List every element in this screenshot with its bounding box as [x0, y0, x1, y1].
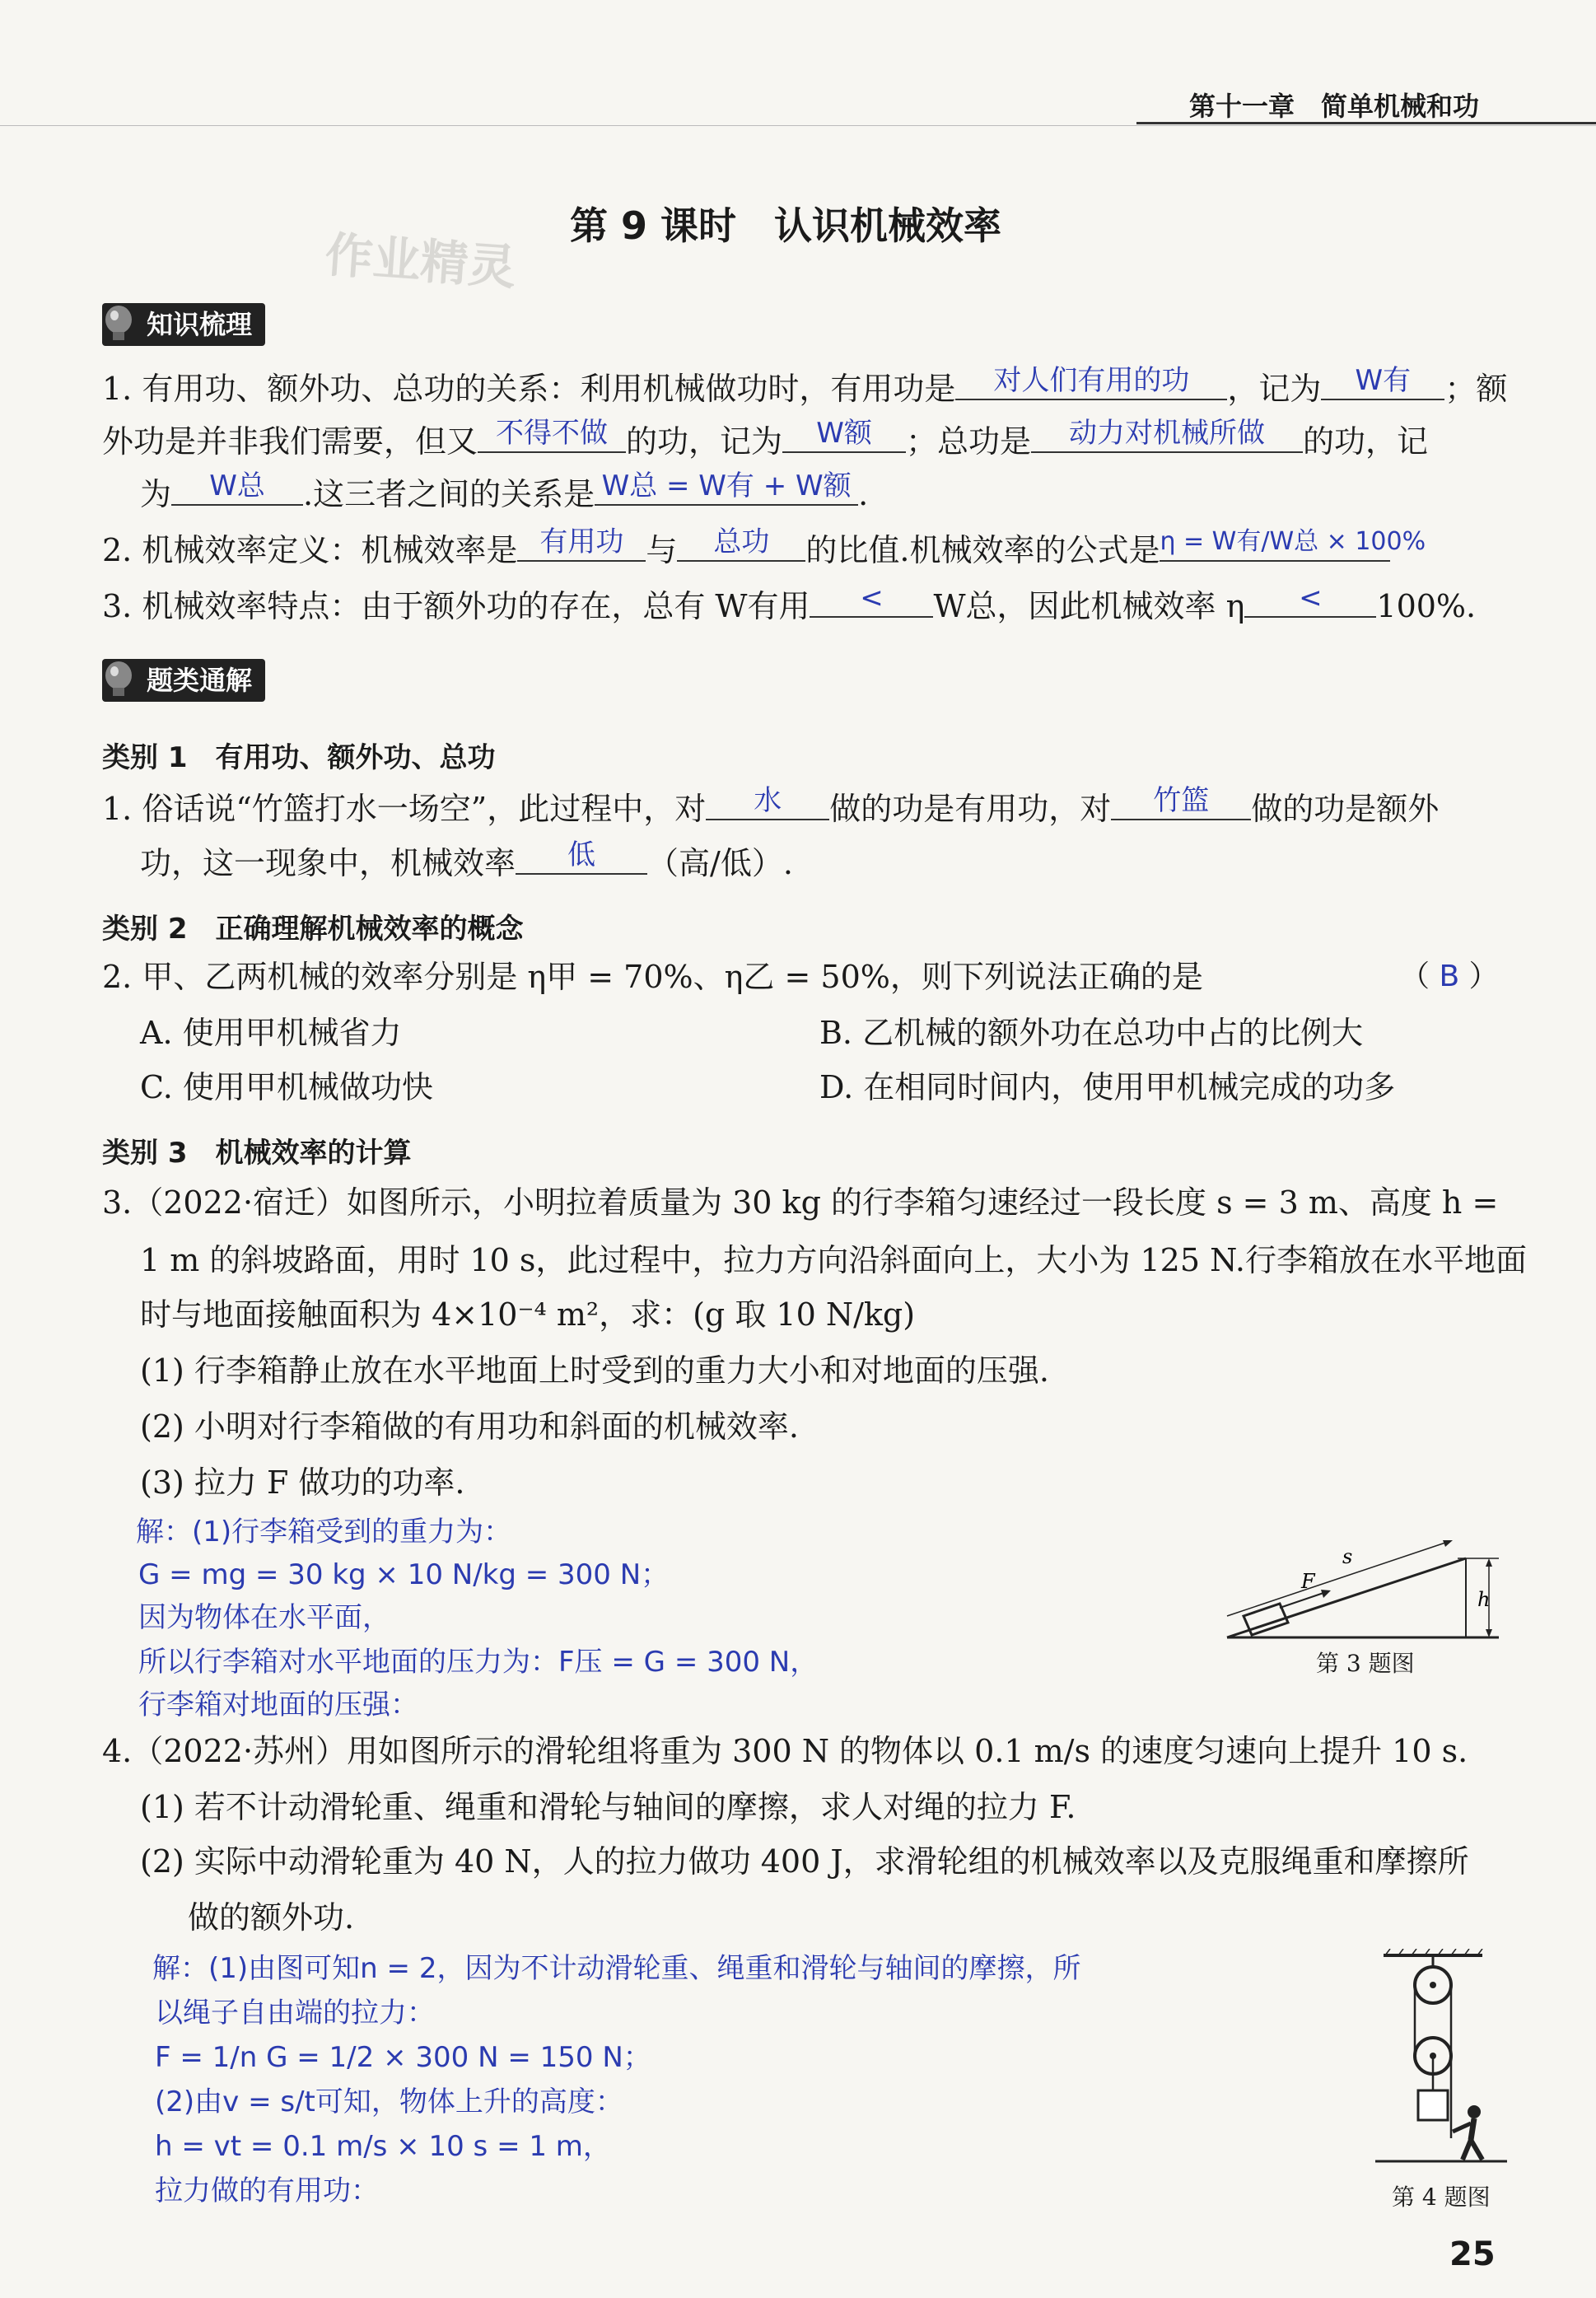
answer-blank: 动力对机械所做 — [1031, 413, 1303, 453]
figure-label-f: F — [1301, 1570, 1315, 1593]
question-2-answer: （ B ） — [1400, 960, 1499, 993]
answer-blank: W总 — [171, 466, 303, 506]
answer-blank: 不得不做 — [478, 413, 626, 453]
answer-blank: W总 = W有 + W额 — [595, 466, 858, 506]
question-4-sub2-line1: (2) 实际中动滑轮重为 40 N，人的拉力做功 400 J，求滑轮组的机械效率以及克服绳重和摩擦所 — [140, 1843, 1469, 1880]
question-4-sub1: (1) 若不计动滑轮重、绳重和滑轮与轴间的摩擦，求人对绳的拉力 F. — [140, 1789, 1076, 1825]
option-b: B. 乙机械的额外功在总功中占的比例大 — [819, 1015, 1364, 1051]
answer-blank: 低 — [516, 835, 647, 875]
figure-3-caption: 第 3 题图 — [1316, 1650, 1415, 1677]
pulley-figure — [1367, 1949, 1515, 2171]
answer-blank: η = W有/W总 × 100% — [1160, 522, 1390, 562]
knowledge-item-1-line2: 外功是并非我们需要，但又 不得不做 的功，记为 W额 ；总功是 动力对机械所做 的功，记 — [102, 422, 1428, 461]
answer-blank: 对人们有用的功 — [955, 361, 1227, 400]
question-4-solution-line5: h = vt = 0.1 m/s × 10 s = 1 m， — [155, 2130, 611, 2163]
lesson-title: 第 9 课时 认识机械效率 — [570, 203, 1002, 248]
header-rule — [1136, 122, 1596, 124]
knowledge-item-3: 3. 机械效率特点：由于额外功的存在，总有 W有用 < W总，因此机械效率 η < 100%. — [102, 586, 1476, 626]
knowledge-item-1-line3: 为 W总 .这三者之间的关系是 W总 = W有 + W额 . — [140, 474, 868, 514]
lightbulb-icon — [100, 659, 137, 702]
question-4-solution-line4: (2)由v = s/t可知，物体上升的高度： — [155, 2085, 623, 2118]
answer-blank: W有 — [1321, 361, 1444, 400]
question-1-line2: 功，这一现象中，机械效率 低 （高/低）. — [140, 843, 793, 883]
answer-blank: W额 — [782, 413, 906, 453]
answer-blank: 总功 — [677, 522, 805, 562]
question-4-line1: 4.（2022·苏州）用如图所示的滑轮组将重为 300 N 的物体以 0.1 m/s 的速度匀速向上提升 10 s. — [102, 1733, 1468, 1769]
header-rule-thin — [0, 125, 1596, 126]
option-c: C. 使用甲机械做功快 — [140, 1069, 433, 1105]
figure-label-s: s — [1342, 1545, 1353, 1568]
answer-blank: 水 — [706, 781, 829, 820]
question-4-solution-line2: 以绳子自由端的拉力： — [155, 1997, 435, 2029]
answer-blank: < — [810, 578, 933, 618]
header-chapter: 第十一章 简单机械和功 — [1189, 91, 1480, 122]
question-3-line1: 3.（2022·宿迁）如图所示，小明拉着质量为 30 kg 的行李箱匀速经过一段长度 s = 3 m、高度 h = — [102, 1184, 1499, 1221]
question-3-sub1: (1) 行李箱静止放在水平地面上时受到的重力大小和对地面的压强. — [140, 1352, 1049, 1389]
question-3-line2: 1 m 的斜坡路面，用时 10 s，此过程中，拉力方向沿斜面向上，大小为 125 N.行李箱放在水平地面 — [140, 1242, 1527, 1278]
watermark: 作业精灵 — [323, 226, 518, 296]
incline-figure — [1219, 1507, 1515, 1647]
category-2-heading: 类别 2 正确理解机械效率的概念 — [102, 913, 524, 946]
answer-blank: 竹篮 — [1111, 781, 1251, 820]
question-4-solution-line3: F = 1/n G = 1/2 × 300 N = 150 N； — [155, 2041, 651, 2074]
question-3-solution-line3: 因为物体在水平面， — [138, 1601, 390, 1634]
option-d: D. 在相同时间内，使用甲机械完成的功多 — [819, 1069, 1396, 1105]
section-types: 题类通解 — [102, 659, 265, 702]
knowledge-item-1-line1: 1. 有用功、额外功、总功的关系：利用机械做功时，有用功是 对人们有用的功 ，记为 W有 ；额 — [102, 369, 1507, 409]
question-4-solution-line1: 解：(1)由图可知n = 2，因为不计动滑轮重、绳重和滑轮与轴间的摩擦，所 — [152, 1952, 1081, 1985]
lightbulb-icon — [100, 303, 137, 346]
knowledge-item-2: 2. 机械效率定义：机械效率是 有用功 与 总功 的比值.机械效率的公式是η = W有/W总 × 100% — [102, 530, 1390, 570]
question-3-sub3: (3) 拉力 F 做功的功率. — [140, 1464, 465, 1501]
question-3-sub2: (2) 小明对行李箱做的有用功和斜面的机械效率. — [140, 1408, 799, 1445]
question-4-solution-line6: 拉力做的有用功： — [155, 2174, 379, 2207]
figure-label-h: h — [1477, 1588, 1491, 1611]
question-3-solution-line4: 所以行李箱对水平地面的压力为：F压 = G = 300 N， — [138, 1646, 819, 1679]
category-1-heading: 类别 1 有用功、额外功、总功 — [102, 741, 496, 774]
question-3-solution-line5: 行李箱对地面的压强： — [138, 1688, 418, 1721]
figure-4-caption: 第 4 题图 — [1392, 2184, 1491, 2211]
question-3-solution-line1: 解：(1)行李箱受到的重力为： — [136, 1516, 512, 1548]
category-3-heading: 类别 3 机械效率的计算 — [102, 1137, 412, 1170]
question-4-sub2-line2: 做的额外功. — [188, 1899, 355, 1936]
option-a: A. 使用甲机械省力 — [140, 1015, 402, 1051]
answer-blank: 有用功 — [517, 522, 646, 562]
answer-blank: < — [1244, 578, 1376, 618]
section-knowledge: 知识梳理 — [102, 303, 265, 346]
question-2-stem: 2. 甲、乙两机械的效率分别是 η甲 = 70%、η乙 = 50%，则下列说法正确的是 — [102, 959, 1203, 995]
question-1-line1: 1. 俗话说“竹篮打水一场空”，此过程中，对 水 做的功是有用功，对 竹篮 做的功是额外 — [102, 789, 1439, 829]
question-3-line3: 时与地面接触面积为 4×10⁻⁴ m²，求：(g 取 10 N/kg) — [140, 1296, 916, 1333]
page-number: 25 — [1449, 2235, 1496, 2273]
question-3-solution-line2: G = mg = 30 kg × 10 N/kg = 300 N； — [138, 1558, 670, 1591]
